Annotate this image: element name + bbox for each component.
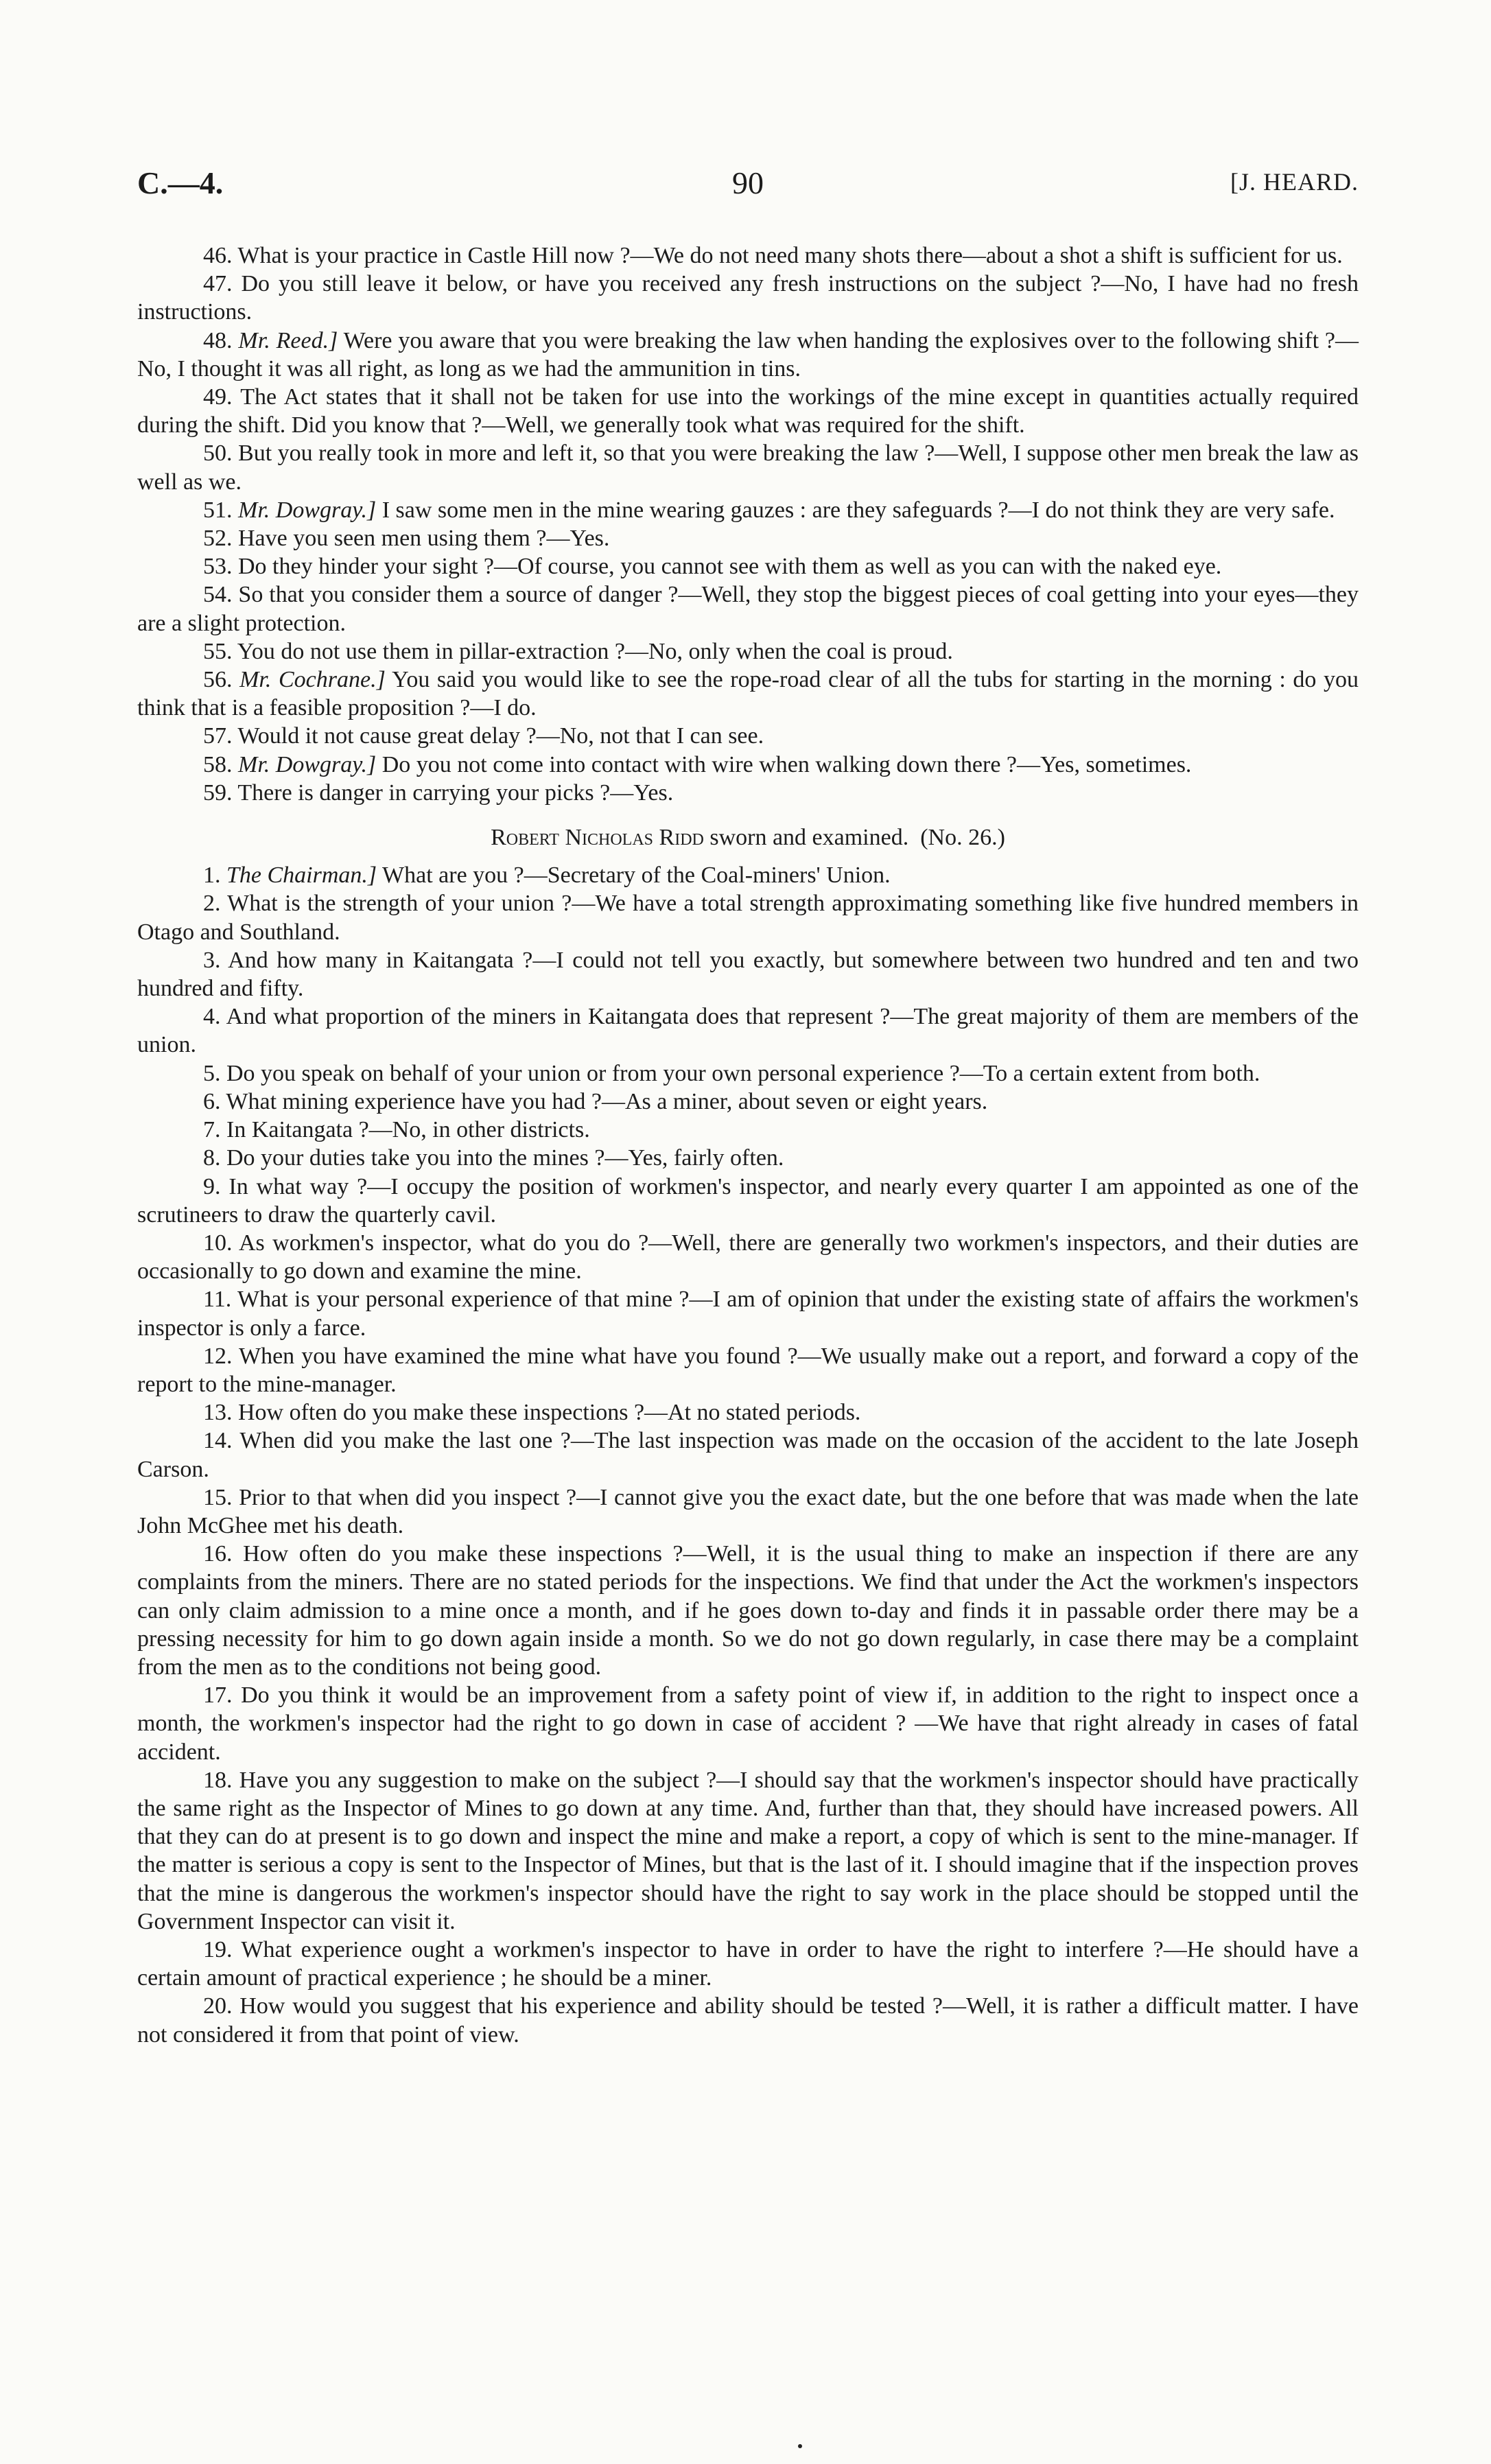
page-bottom-dot: [798, 2444, 802, 2448]
qa-paragraph: 16. How often do you make these inspections ?—Well, it is the usual thing to make an inspection if there are any complaints from the miners. There are no stated periods for the inspections. We find that under the Act the workmen's inspectors can only claim admission to a mine once a month, and if he goes down to-day and finds it in passable order there may be a pressing necessity for him to go down again inside a month. So we do not go down regularly, in case there may be a complaint from the men as to the conditions not being good.: [137, 1541, 1359, 1680]
qa-paragraph: 50. But you really took in more and left it, so that you were breaking the law ?—Well, I suppose other men break the law as well as we.: [137, 441, 1359, 495]
speaker-name: Mr. Cochrane.]: [239, 667, 386, 693]
speaker-name: Mr. Reed.]: [238, 327, 338, 353]
qa-paragraph: 11. What is your personal experience of that mine ?—I am of opinion that under the existing state of affairs the workmen's inspector is only a farce.: [137, 1287, 1359, 1341]
qa-paragraph: 49. The Act states that it shall not be taken for use into the workings of the mine except in quantities actually required during the shift. Did you know that ?—Well, we generally took what was required for the shift.: [137, 384, 1359, 438]
qa-paragraph: 56. Mr. Cochrane.] You said you would like to see the rope-road clear of all the tubs for starting in the morning : do you think that is a feasible proposition ?—I do.: [137, 667, 1359, 721]
qa-paragraph: 19. What experience ought a workmen's inspector to have in order to have the right to interfere ?—He should have a certain amount of practical experience ; he should be a miner.: [137, 1936, 1359, 1991]
witness-number: (No. 26.): [920, 825, 1005, 851]
qa-paragraph: 18. Have you any suggestion to make on the subject ?—I should say that the workmen's inspector should have practically the same right as the Inspector of Mines to go down at any time. And, further than that, they should have increased powers. All that they can do at present is to go down and inspect the mine and make a report, a copy of which is sent to the mine-manager. If the matter is serious a copy is sent to the Inspector of Mines, but that is the last of it. I should imagine that if the inspection proves that the mine is dangerous the workmen's inspector should have the right to say work in the place should be stopped until the Government Inspector can visit it.: [137, 1767, 1359, 1934]
qa-paragraph: 4. And what proportion of the miners in Kaitangata does that represent ?—The great majority of them are members of the union.: [137, 1004, 1359, 1058]
witness-running-head: [J. HEARD.: [1230, 168, 1359, 196]
qa-paragraph: 58. Mr. Dowgray.] Do you not come into contact with wire when walking down there ?—Yes, sometimes.: [203, 751, 1192, 777]
speaker-name: Mr. Dowgray.]: [238, 751, 377, 777]
qa-paragraph: 48. Mr. Reed.] Were you aware that you were breaking the law when handing the explosives over to the following shift ?—No, I thought it was all right, as long as we had the ammunition in tins.: [137, 327, 1359, 382]
testimony-section-heard: [137, 242, 1359, 807]
qa-paragraph: 47. Do you still leave it below, or have you received any fresh instructions on the subject ?—No, I have had no fresh instructions.: [137, 271, 1359, 325]
witness-name: Robert Nicholas Ridd: [491, 825, 704, 851]
qa-paragraph: 53. Do they hinder your sight ?—Of course, you cannot see with them as well as you can with the naked eye.: [203, 554, 1222, 580]
qa-paragraph: 59. There is danger in carrying your picks ?—Yes.: [203, 779, 674, 806]
qa-paragraph: 57. Would it not cause great delay ?—No, not that I can see.: [203, 723, 764, 749]
document-reference: C.—4.: [137, 165, 224, 200]
qa-paragraph: 13. How often do you make these inspections ?—At no stated periods.: [203, 1400, 861, 1426]
qa-paragraph: 51. Mr. Dowgray.] I saw some men in the mine wearing gauzes : are they safeguards ?—I do not think they are very safe.: [203, 497, 1335, 523]
page-header: [137, 165, 1359, 213]
qa-paragraph: 20. How would you suggest that his experience and ability should be tested ?—Well, it is rather a difficult matter. I have not considered it from that point of view.: [137, 1993, 1359, 2048]
witness-heading: Robert Nicholas Ridd sworn and examined. (No. 26.): [491, 825, 1005, 851]
document-body: [137, 242, 1359, 2049]
speaker-name: The Chairman.]: [226, 863, 377, 889]
qa-paragraph: 10. As workmen's inspector, what do you do ?—Well, there are generally two workmen's inspectors, and their duties are occasionally to go down and examine the mine.: [137, 1230, 1359, 1284]
qa-paragraph: 12. When you have examined the mine what have you found ?—We usually make out a report, and forward a copy of the report to the mine-manager.: [137, 1343, 1359, 1397]
speaker-name: Mr. Dowgray.]: [238, 497, 377, 523]
qa-paragraph: 46. What is your practice in Castle Hill now ?—We do not need many shots there—about a shot a shift is sufficient for us.: [203, 243, 1343, 268]
qa-paragraph: 54. So that you consider them a source of danger ?—Well, they stop the biggest pieces of coal getting into your eyes—they are a slight protection.: [137, 582, 1359, 636]
qa-paragraph: 17. Do you think it would be an improvement from a safety point of view if, in addition to the right to inspect once a month, the workmen's inspector had the right to go down in case of accident ? —We have that right already in cases of fatal accident.: [137, 1682, 1359, 1765]
page-number: 90: [732, 165, 764, 200]
qa-paragraph: 1. The Chairman.] What are you ?—Secretary of the Coal-miners' Union.: [203, 863, 891, 889]
qa-paragraph: 15. Prior to that when did you inspect ?—I cannot give you the exact date, but the one before that was made when the late John McGhee met his death.: [137, 1484, 1359, 1538]
qa-paragraph: 52. Have you seen men using them ?—Yes.: [203, 526, 610, 552]
qa-paragraph: 5. Do you speak on behalf of your union or from your own personal experience ?—To a certain extent from both.: [203, 1060, 1260, 1086]
qa-paragraph: 7. In Kaitangata ?—No, in other districts.: [203, 1117, 590, 1143]
qa-paragraph: 14. When did you make the last one ?—The last inspection was made on the occasion of the accident to the late Joseph Carson.: [137, 1428, 1359, 1482]
qa-paragraph: 3. And how many in Kaitangata ?—I could not tell you exactly, but somewhere between two hundred and ten and two hundred and fifty.: [137, 947, 1359, 1002]
qa-paragraph: 6. What mining experience have you had ?—As a miner, about seven or eight years.: [203, 1088, 988, 1114]
qa-paragraph: 2. What is the strength of your union ?—We have a total strength approximating something like five hundred members in Otago and Southland.: [137, 891, 1359, 945]
qa-paragraph: 9. In what way ?—I occupy the position of workmen's inspector, and nearly every quarter I am appointed as one of the scrutineers to draw the quarterly cavil.: [137, 1173, 1359, 1228]
qa-paragraph: 55. You do not use them in pillar-extraction ?—No, only when the coal is proud.: [203, 638, 953, 664]
testimony-section-ridd: [137, 861, 1359, 2049]
qa-paragraph: 8. Do your duties take you into the mines ?—Yes, fairly often.: [203, 1145, 784, 1171]
